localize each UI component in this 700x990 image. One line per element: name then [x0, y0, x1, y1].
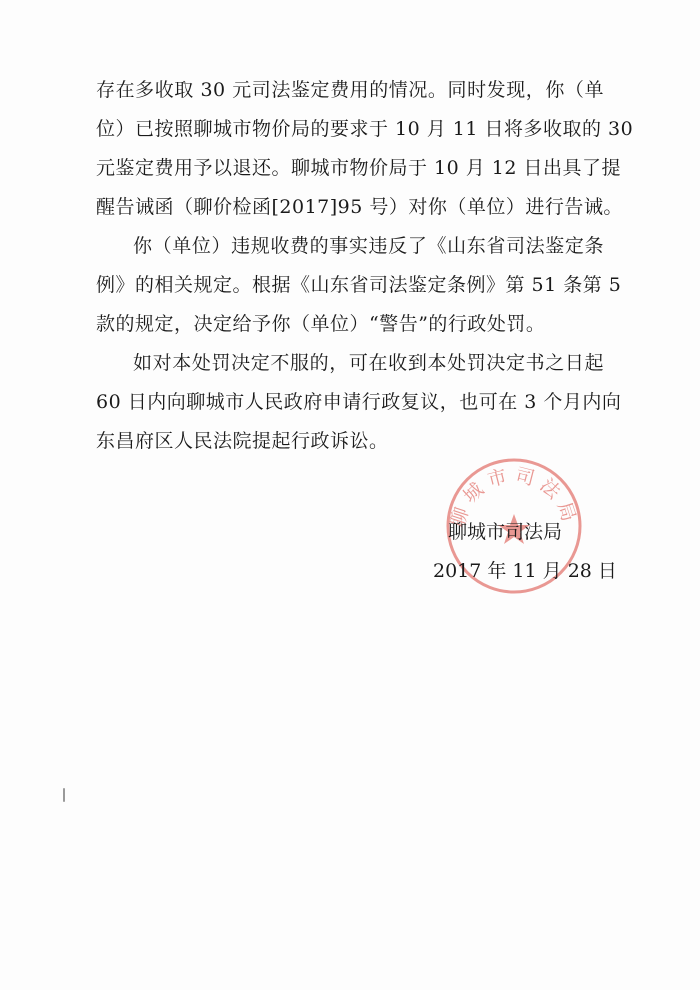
issue-date: 2017 年 11 月 28 日	[433, 560, 617, 582]
paragraph-1-line-2: 位）已按照聊城市物价局的要求于 10 月 11 日将多收取的 30	[96, 118, 634, 140]
margin-mark	[63, 788, 65, 802]
paragraph-3-line-3: 东昌府区人民法院提起行政诉讼。	[96, 430, 389, 452]
issuer-name: 聊城市司法局	[448, 521, 563, 543]
paragraph-1-line-4: 醒告诫函（聊价检函[2017]95 号）对你（单位）进行告诫。	[96, 196, 623, 218]
paragraph-1-line-3: 元鉴定费用予以退还。聊城市物价局于 10 月 12 日出具了提	[96, 157, 622, 179]
paragraph-2-line-1: 你（单位）违规收费的事实违反了《山东省司法鉴定条	[133, 235, 604, 257]
paragraph-2-line-2: 例》的相关规定。根据《山东省司法鉴定条例》第 51 条第 5	[96, 274, 622, 296]
paragraph-3-line-2: 60 日内向聊城市人民政府申请行政复议，也可在 3 个月内向	[96, 391, 622, 413]
svg-text:聊城市司法局: 聊城市司法局	[446, 463, 582, 530]
paragraph-3-line-1: 如对本处罚决定不服的，可在收到本处罚决定书之日起	[133, 352, 604, 374]
paragraph-2-line-3: 款的规定，决定给予你（单位）“警告”的行政处罚。	[96, 313, 546, 335]
paragraph-1-line-1: 存在多收取 30 元司法鉴定费用的情况。同时发现，你（单	[96, 79, 604, 101]
